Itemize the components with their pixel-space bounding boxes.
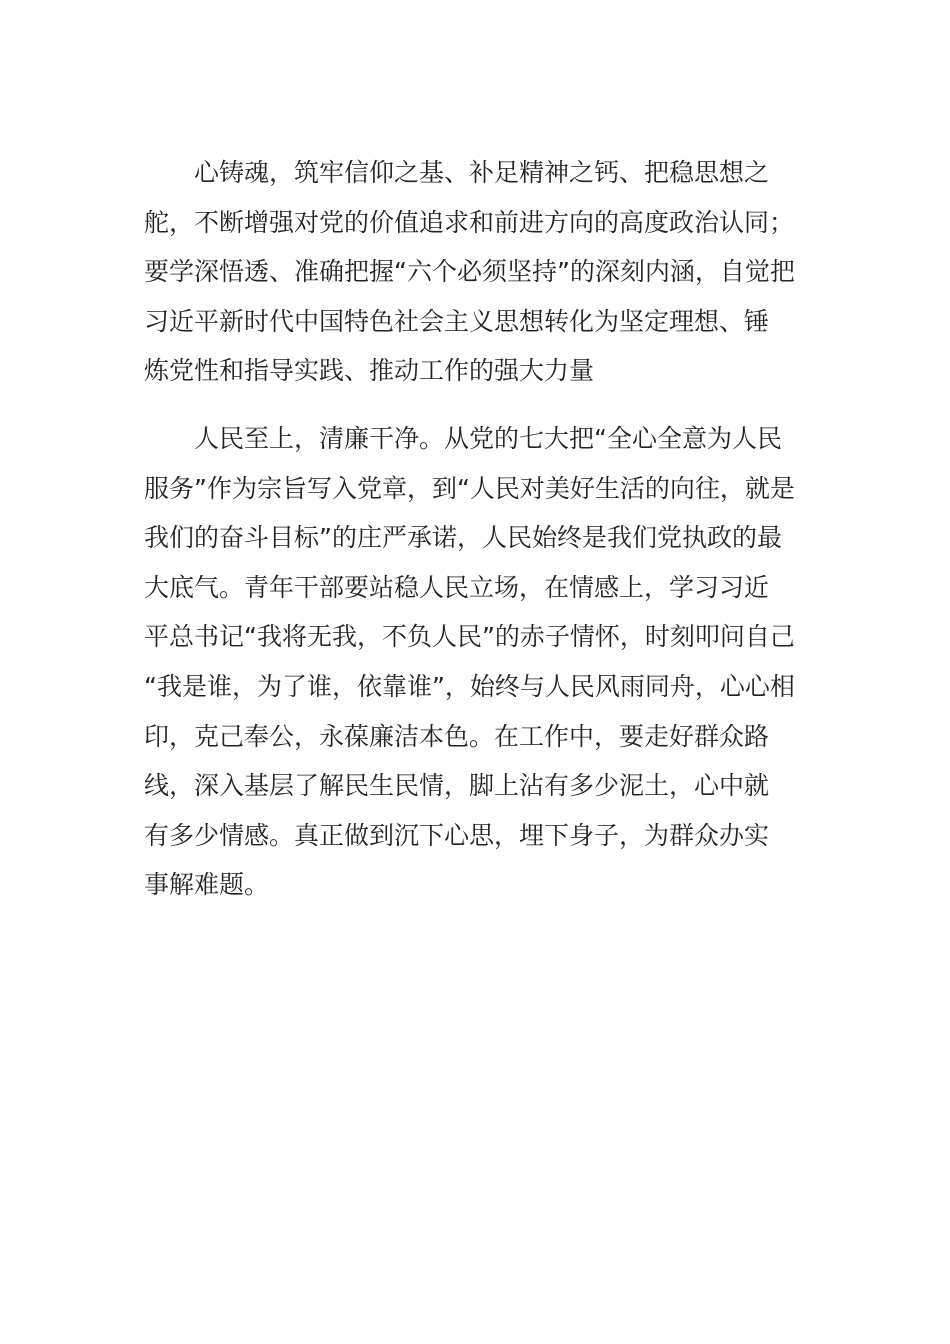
paragraph-line: 舵，不断增强对党的价值追求和前进方向的高度政治认同； <box>144 207 795 237</box>
paragraph-line: 习近平新时代中国特色社会主义思想转化为坚定理想、锤 <box>144 306 770 336</box>
paragraph-line: 服务”作为宗旨写入党章，到“人民对美好生活的向往，就是 <box>144 473 795 503</box>
paragraph-line: 人民至上，清廉干净。从党的七大把“全心全意为人民 <box>194 423 782 453</box>
paragraph-line: 线，深入基层了解民生民情，脚上沾有多少泥土，心中就 <box>144 771 770 801</box>
paragraph-line: 要学深悟透、准确把握“六个必须坚持”的深刻内涵，自觉把 <box>144 257 795 287</box>
paragraph-line: 印，克己奉公，永葆廉洁本色。在工作中，要走好群众路 <box>144 721 770 751</box>
paragraph-line: 事解难题。 <box>144 870 270 900</box>
paragraph-line: 平总书记“我将无我，不负人民”的赤子情怀，时刻叩问自己 <box>144 622 795 652</box>
paragraph-1 <box>144 148 810 396</box>
document-body <box>144 148 810 928</box>
paragraph-line: 有多少情感。真正做到沉下心思，埋下身子，为群众办实 <box>144 820 770 850</box>
paragraph-line: 大底气。青年干部要站稳人民立场，在情感上，学习习近 <box>144 572 770 602</box>
paragraph-line: “我是谁，为了谁，依靠谁”，始终与人民风雨同舟，心心相 <box>144 671 795 701</box>
paragraph-line: 心铸魂，筑牢信仰之基、补足精神之钙、把稳思想之 <box>194 158 770 187</box>
paragraph-2 <box>144 414 810 910</box>
paragraph-line: 炼党性和指导实践、推动工作的强大力量 <box>144 356 595 386</box>
paragraph-line: 我们的奋斗目标”的庄严承诺，人民始终是我们党执政的最 <box>144 523 782 553</box>
